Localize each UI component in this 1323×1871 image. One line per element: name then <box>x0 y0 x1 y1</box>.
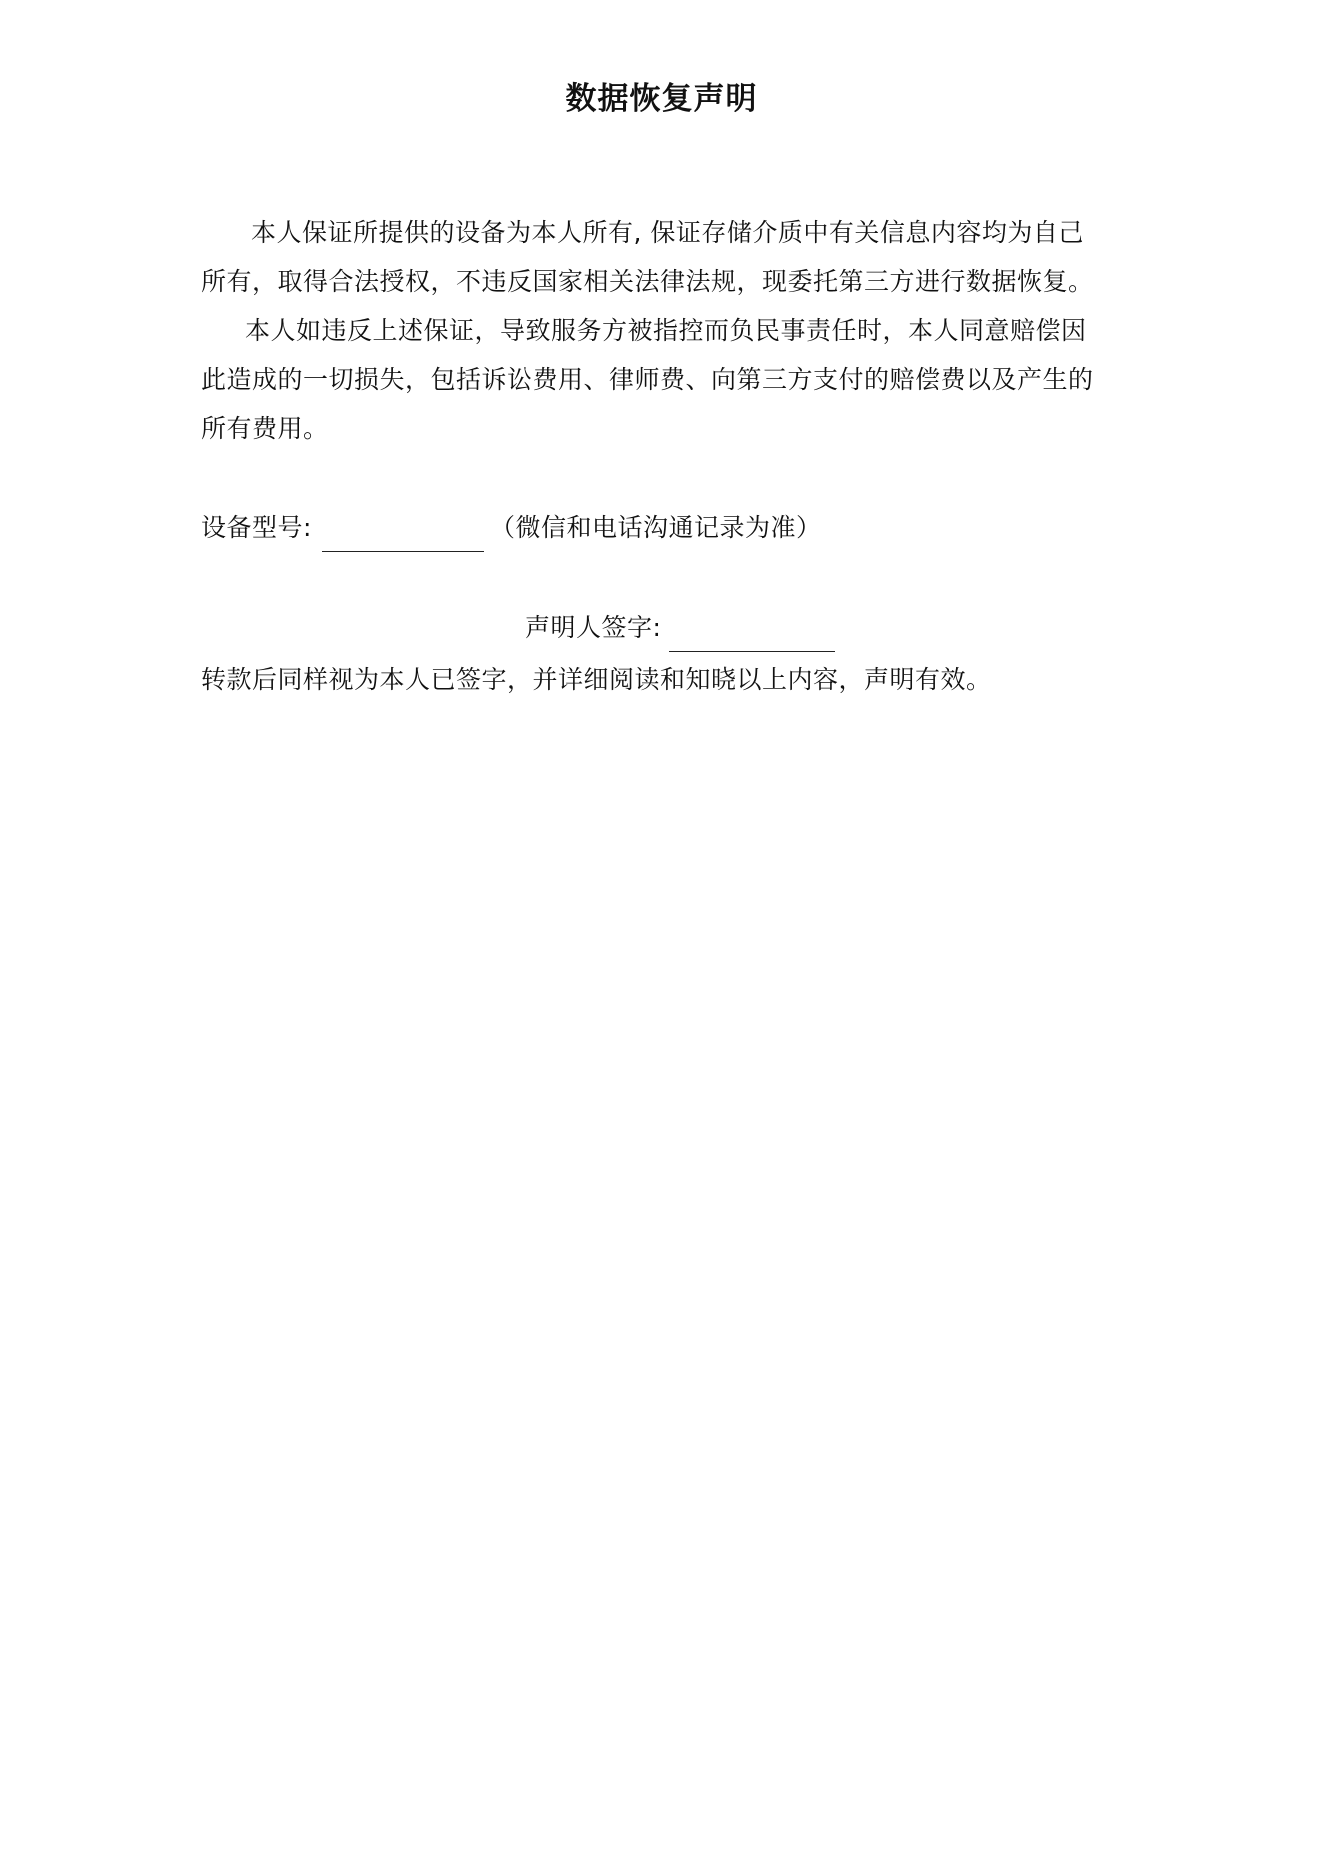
transfer-note: 转款后同样视为本人已签字，并详细阅读和知晓以上内容，声明有效。 <box>201 665 992 694</box>
paragraph-line: 本人保证所提供的设备为本人所有, 保证存储介质中有关信息内容均为自己 <box>251 218 1084 247</box>
device-model-label: 设备型号: <box>201 513 312 542</box>
paragraph-line: 所有费用。 <box>201 414 329 443</box>
device-model-note: （微信和电话沟通记录为准） <box>489 513 822 542</box>
liability-paragraph <box>201 306 1131 453</box>
document-title: 数据恢复声明 <box>565 81 758 117</box>
guarantee-paragraph <box>201 208 1131 306</box>
signature-row <box>525 603 835 652</box>
paragraph-line: 所有，取得合法授权，不违反国家相关法律法规，现委托第三方进行数据恢复。 <box>201 267 1094 296</box>
signature-field[interactable] <box>669 621 835 652</box>
paragraph-line: 此造成的一切损失，包括诉讼费用、律师费、向第三方支付的赔偿费以及产生的 <box>201 365 1094 394</box>
device-model-field[interactable] <box>322 521 484 552</box>
signature-label: 声明人签字: <box>525 613 662 642</box>
paragraph-line: 本人如违反上述保证，导致服务方被指控而负民事责任时，本人同意赔偿因 <box>245 316 1087 345</box>
device-model-row <box>201 503 821 552</box>
